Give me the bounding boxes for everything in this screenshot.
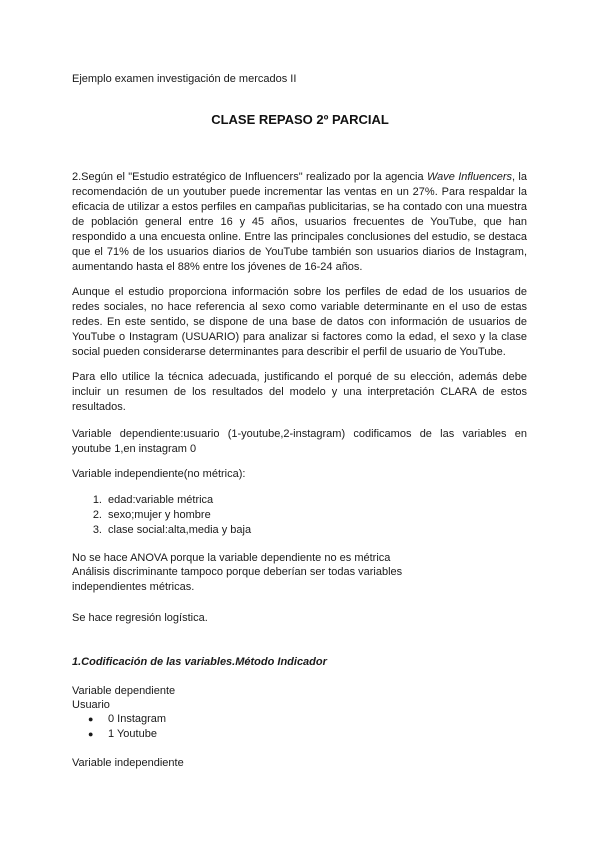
independent-variable-label: Variable independiente (72, 757, 184, 769)
list-item: 2. sexo;mujer y hombre (92, 509, 211, 521)
logistic-regression-text: Se hace regresión logística. (72, 612, 208, 624)
agency-name: Wave Influencers (426, 171, 513, 183)
list-item: 1. edad:variable métrica (92, 494, 214, 506)
question-paragraph-3: Para ello utilice la técnica adecuada, justificando el porqué de su elección, además debe incluir un resumen de los resultados del modelo y una interpretación CLARA de estos resultados. (72, 371, 527, 413)
list-item: 3. clase social:alta,media y baja (92, 524, 252, 536)
independent-variable-list (72, 493, 251, 538)
section-1-title: 1.Codificación de las variables.Método Indicador (72, 656, 327, 668)
list-item: ● 0 Instagram (88, 713, 167, 725)
independent-variable-heading: Variable independiente(no métrica): (72, 468, 246, 480)
dependent-variable-label: Variable dependiente (72, 685, 176, 697)
question-paragraph-1-start: 2.Según el "Estudio estratégico de Influencers" realizado por la agencia (72, 171, 427, 183)
question-paragraph-1 (72, 170, 527, 275)
usuario-label: Usuario (72, 699, 110, 711)
usuario-codes-list (72, 712, 166, 742)
question-paragraph-1-end: , la recomendación de un youtuber puede incrementar las ventas en un 27%. Para respaldar la eficacia de utilizar a estos perfiles en campañas publicitarias, se ha contado con una muestra de población general entre 16 y 45 años, usuarios frecuentes de YouTube, que han respondido a una encuesta online. Entre las principales conclusiones del estudio, se destaca que el 71% de los usuarios diarios de YouTube también son usuarios diarios de Instagram, aumentando hasta el 88% entre los jóvenes de 16-24 años. (72, 171, 527, 273)
page-title: CLASE REPASO 2º PARCIAL (211, 112, 389, 127)
course-line: Ejemplo examen investigación de mercados II (72, 73, 297, 85)
no-anova-text: No se hace ANOVA porque la variable dependiente no es métrica (72, 552, 391, 564)
list-item: ● 1 Youtube (88, 728, 157, 740)
no-discriminant-text: Análisis discriminante tampoco porque deberían ser todas variables independientes métricas. (72, 566, 403, 593)
dependent-variable-text: Variable dependiente:usuario (1-youtube,2-instagram) codificamos de las variables en youtube 1,en instagram 0 (72, 428, 527, 455)
question-paragraph-2: Aunque el estudio proporciona información sobre los perfiles de edad de los usuarios de redes sociales, no hace referencia al sexo como variable determinante en el uso de estas redes. En este sentido, se dispone de una base de datos con información de usuarios de YouTube o Instagram (USUARIO) para analizar si factores como la edad, el sexo y la clase social pueden considerarse determinantes para describir el perfil de usuario de YouTube. (72, 286, 527, 358)
